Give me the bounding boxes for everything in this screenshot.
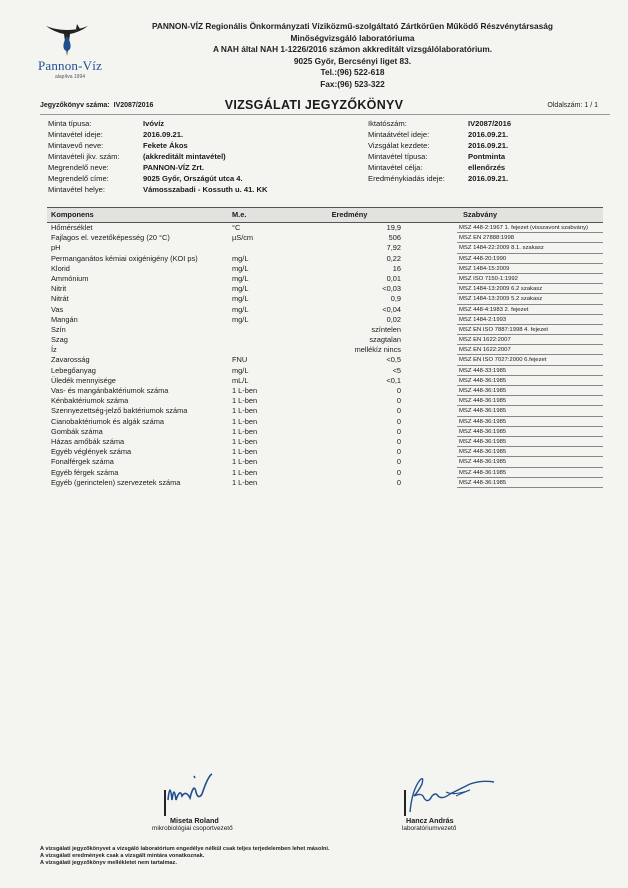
result-cell: <5 — [392, 365, 401, 375]
component-cell: pH — [51, 243, 61, 253]
table-row — [47, 315, 603, 325]
info-label: Mintaátvétel ideje: — [368, 130, 430, 139]
sample-info-right — [368, 118, 511, 184]
component-cell: Klorid — [51, 263, 70, 273]
info-label: Eredménykiadás ideje: — [368, 174, 445, 183]
standard-cell: MSZ 448-36:1985 — [457, 478, 603, 488]
standard-cell: MSZ ISO 7150-1:1992 — [457, 274, 603, 284]
component-cell: Fajlagos el. vezetőképesség (20 °C) — [51, 233, 170, 243]
table-body — [47, 223, 603, 488]
table-row — [47, 427, 603, 437]
logo-founded: alapítva 1994 — [54, 74, 86, 80]
result-cell: 0,02 — [386, 314, 401, 324]
info-value: ellenőrzés — [468, 163, 506, 172]
standard-cell: MSZ 1484-22:2009 8.1. szakasz — [457, 243, 603, 253]
standard-cell: MSZ EN 1622:2007 — [457, 335, 603, 345]
result-cell: 0 — [396, 447, 401, 457]
table-row — [47, 325, 603, 335]
result-cell: 0 — [396, 396, 401, 406]
info-label: Mintavétel típusa: — [368, 152, 428, 161]
result-cell: 0 — [396, 457, 401, 467]
component-cell: Cianobaktériumok és algák száma — [51, 416, 164, 426]
component-cell: Szennyezettség-jelző baktériumok száma — [51, 406, 188, 416]
info-label: Mintavétel helye: — [48, 185, 105, 194]
component-cell: Házas amőbák száma — [51, 436, 125, 446]
component-cell: Ammónium — [51, 273, 89, 283]
table-row — [47, 284, 603, 294]
unit-cell — [232, 325, 298, 335]
result-cell: <0,5 — [386, 355, 401, 365]
result-cell: szagtalan — [369, 335, 401, 345]
footer-note: A vizsgálati jegyzőkönyvet a vizsgáló laboratórium engedélye nélkül csak teljes terjedelemben lehet másolni. — [40, 846, 330, 852]
component-cell: Üledék mennyisége — [51, 375, 116, 385]
info-row — [48, 151, 267, 162]
standard-cell: MSZ 1484-15:2009 — [457, 264, 603, 274]
standard-cell: MSZ 448-36:1985 — [457, 447, 603, 457]
component-cell: Egyéb véglények száma — [51, 447, 132, 457]
info-value: Fekete Ákos — [143, 141, 188, 150]
component-cell: Íz — [51, 345, 57, 355]
table-row — [47, 254, 603, 264]
unit-cell: mg/L — [232, 294, 249, 304]
company-logo — [30, 22, 105, 82]
info-value: 2016.09.21. — [143, 130, 184, 139]
table-row — [47, 345, 603, 355]
standard-cell: MSZ 1484-2:1993 — [457, 315, 603, 325]
info-value: Vámosszabadi - Kossuth u. 41. KK — [143, 185, 268, 194]
info-row — [368, 129, 511, 140]
unit-cell: 1 L-ben — [232, 467, 258, 477]
component-cell: Egyéb férgek száma — [51, 467, 119, 477]
component-cell: Mangán — [51, 314, 78, 324]
info-value: 2016.09.21. — [468, 174, 509, 183]
result-cell: 0 — [396, 467, 401, 477]
component-cell: Permanganátos kémiai oxigénigény (KOI ps) — [51, 253, 198, 263]
info-value: PANNON-VÍZ Zrt. — [143, 163, 205, 172]
table-row — [47, 406, 603, 416]
component-cell: Hőmérséklet — [51, 223, 93, 232]
report-number-label: Jegyzőkönyv száma: — [40, 102, 110, 109]
col-header-result: Eredmény — [331, 210, 368, 219]
component-cell: Vas — [51, 304, 64, 314]
standard-cell: MSZ 448-36:1985 — [457, 396, 603, 406]
water-drop-icon — [44, 22, 90, 58]
component-cell: Egyéb (gerinctelen) szervezetek száma — [51, 477, 181, 487]
component-cell: Nitrát — [51, 294, 69, 304]
info-row — [368, 118, 511, 129]
info-label: Mintavételi jkv. szám: — [48, 152, 120, 161]
result-cell: 506 — [388, 233, 401, 243]
table-row — [47, 386, 603, 396]
standard-cell: MSZ 448-36:1985 — [457, 457, 603, 467]
table-row — [47, 294, 603, 304]
table-row — [47, 243, 603, 253]
standard-cell: MSZ 448-36:1985 — [457, 386, 603, 396]
table-row — [47, 396, 603, 406]
result-cell: 0 — [396, 406, 401, 416]
component-cell: Gombák száma — [51, 426, 103, 436]
page-number: Oldalszám: 1 / 1 — [547, 102, 598, 109]
info-label: Megrendelő neve: — [48, 163, 109, 172]
footer-note: A vizsgálati jegyzőkönyv mellékletet nem tartalmaz. — [40, 860, 177, 866]
table-row — [47, 366, 603, 376]
unit-cell: 1 L-ben — [232, 457, 258, 467]
signatory-name: Miseta Roland — [170, 816, 219, 825]
unit-cell: mg/L — [232, 365, 249, 375]
result-cell: 0,9 — [390, 294, 401, 304]
unit-cell: mg/L — [232, 253, 249, 263]
info-label: Minta típusa: — [48, 119, 92, 128]
component-cell: Vas- és mangánbaktériumok száma — [51, 386, 169, 395]
table-header — [47, 207, 603, 223]
signature-mark-left — [150, 770, 260, 816]
unit-cell: 1 L-ben — [232, 426, 258, 436]
info-row — [368, 151, 511, 162]
component-cell: Fonalférgek száma — [51, 457, 114, 467]
table-row — [47, 274, 603, 284]
phone: Tel.:(96) 522-618 — [320, 67, 385, 78]
info-value: IV2087/2016 — [468, 119, 512, 128]
standard-cell: MSZ 448-36:1985 — [457, 406, 603, 416]
unit-cell: µS/cm — [232, 233, 254, 243]
info-value: Ivóvíz — [143, 119, 165, 128]
info-row — [48, 118, 267, 129]
result-cell: 0 — [396, 477, 401, 487]
accreditation: A NAH által NAH 1-1226/2016 számon akkreditált vizsgálólaboratórium. — [212, 44, 493, 55]
divider — [40, 114, 610, 115]
info-row — [48, 140, 267, 151]
table-row — [47, 264, 603, 274]
table-row — [47, 376, 603, 386]
results-table — [47, 207, 603, 488]
result-cell: mellékíz nincs — [354, 345, 401, 355]
unit-cell: 1 L-ben — [232, 416, 258, 426]
info-label: Mintavétel ideje: — [48, 130, 103, 139]
table-row — [47, 305, 603, 315]
unit-cell: 1 L-ben — [232, 436, 258, 446]
lab-name: Minőségvizsgáló laboratóriuma — [290, 32, 415, 43]
info-value: 2016.09.21. — [468, 130, 509, 139]
info-row — [368, 140, 511, 151]
info-label: Megrendelő címe: — [48, 174, 109, 183]
component-cell: Zavarosság — [51, 355, 90, 365]
info-row — [368, 162, 511, 173]
standard-cell: MSZ 448-4:1983 2. fejezet — [457, 305, 603, 315]
result-cell: színtelen — [371, 324, 401, 334]
info-value: Pontminta — [468, 152, 506, 161]
unit-cell — [232, 335, 298, 345]
info-row — [48, 173, 267, 184]
sample-info-left — [48, 118, 267, 195]
result-cell: 0 — [396, 426, 401, 436]
standard-cell: MSZ 448-20:1990 — [457, 254, 603, 264]
info-value: 9025 Győr, Országút utca 4. — [143, 174, 243, 183]
result-cell: <0,03 — [382, 284, 401, 294]
unit-cell: mL/L — [232, 375, 249, 385]
result-cell: 0,01 — [386, 273, 401, 283]
standard-cell: MSZ 448-36:1985 — [457, 468, 603, 478]
result-cell: <0,04 — [382, 304, 401, 314]
info-label: Vizsgálat kezdete: — [368, 141, 430, 150]
col-header-unit: M.e. — [232, 210, 247, 219]
unit-cell: 1 L-ben — [232, 396, 258, 406]
result-cell: 0 — [396, 386, 401, 395]
standard-cell: MSZ 448-36:1985 — [457, 427, 603, 437]
signature-mark-right — [398, 770, 518, 816]
info-label: Iktatószám: — [368, 119, 407, 128]
col-header-standard: Szabvány — [463, 210, 498, 219]
fax: Fax:(96) 523-322 — [320, 78, 385, 89]
table-row — [47, 335, 603, 345]
component-cell: Lebegőanyag — [51, 365, 96, 375]
info-label: Mintavevő neve: — [48, 141, 104, 150]
unit-cell: 1 L-ben — [232, 447, 258, 457]
info-row — [48, 162, 267, 173]
signatory-role: laboratóriumvezető — [402, 825, 457, 832]
result-cell: 0 — [396, 436, 401, 446]
lab-header — [100, 21, 605, 91]
company-name: PANNON-VÍZ Regionális Önkormányzati Víziközmű-szolgáltató Zártkörűen Működő Részvénytársaság — [152, 21, 553, 31]
standard-cell: MSZ EN ISO 7027:2000 6.fejezet — [457, 355, 603, 365]
component-cell: Kénbaktériumok száma — [51, 396, 129, 406]
logo-name: Pannon-Víz — [37, 58, 103, 73]
signature-block-left — [150, 770, 290, 832]
unit-cell: FNU — [232, 355, 248, 365]
unit-cell: mg/L — [232, 314, 249, 324]
result-cell: 0,22 — [386, 253, 401, 263]
col-header-component: Komponens — [51, 210, 94, 219]
unit-cell — [232, 345, 298, 355]
table-row — [47, 417, 603, 427]
info-row — [48, 184, 267, 195]
component-cell: Szag — [51, 335, 68, 345]
standard-cell: MSZ EN ISO 7887:1998 4. fejezet — [457, 325, 603, 335]
info-value: (akkreditált mintavétel) — [143, 152, 226, 161]
result-cell: 0 — [396, 416, 401, 426]
unit-cell: mg/L — [232, 284, 249, 294]
standard-cell: MSZ 1484-13:2009 6.2 szakasz — [457, 284, 603, 294]
table-row — [47, 457, 603, 467]
table-row — [47, 478, 603, 488]
component-cell: Nitrit — [51, 284, 67, 294]
standard-cell: MSZ 448-33:1985 — [457, 366, 603, 376]
result-cell: 19,9 — [386, 223, 401, 232]
standard-cell: MSZ 1484-13:2009 5.2 szakasz — [457, 294, 603, 304]
signature-block-right — [398, 770, 538, 832]
info-row — [368, 173, 511, 184]
signatory-name: Hancz András — [406, 816, 454, 825]
standard-cell: MSZ 448-36:1985 — [457, 417, 603, 427]
standard-cell: MSZ 448-36:1985 — [457, 437, 603, 447]
footer-note: A vizsgálati eredmények csak a vizsgált mintára vonatkoznak. — [40, 853, 205, 859]
component-cell: Szín — [51, 324, 66, 334]
table-row — [47, 437, 603, 447]
unit-cell: 1 L-ben — [232, 477, 258, 487]
unit-cell: °C — [232, 223, 241, 232]
unit-cell: mg/L — [232, 263, 249, 273]
address: 9025 Győr, Bercsényi liget 83. — [293, 55, 412, 66]
result-cell: 7,92 — [386, 243, 401, 253]
result-cell: 16 — [392, 263, 401, 273]
footer-notes — [40, 846, 330, 867]
signatory-role: mikrobiológiai csoportvezető — [152, 825, 233, 832]
table-row — [47, 223, 603, 233]
unit-cell: 1 L-ben — [232, 406, 258, 416]
report-number-value: IV2087/2016 — [113, 102, 154, 109]
info-row — [48, 129, 267, 140]
standard-cell: MSZ EN 1622:2007 — [457, 345, 603, 355]
table-row — [47, 233, 603, 243]
standard-cell: MSZ EN 27888:1998 — [457, 233, 603, 243]
standard-cell: MSZ 448-2:1967 1. fejezet (visszavont szabvány) — [457, 223, 603, 233]
result-cell: <0,1 — [386, 375, 401, 385]
table-row — [47, 355, 603, 365]
unit-cell — [232, 243, 298, 253]
page-title: VIZSGÁLATI JEGYZŐKÖNYV — [224, 98, 404, 112]
standard-cell: MSZ 448-36:1985 — [457, 376, 603, 386]
unit-cell: mg/L — [232, 273, 249, 283]
info-value: 2016.09.21. — [468, 141, 509, 150]
unit-cell: mg/L — [232, 304, 249, 314]
table-row — [47, 447, 603, 457]
info-label: Mintavétel célja: — [368, 163, 423, 172]
unit-cell: 1 L-ben — [232, 386, 258, 395]
table-row — [47, 468, 603, 478]
